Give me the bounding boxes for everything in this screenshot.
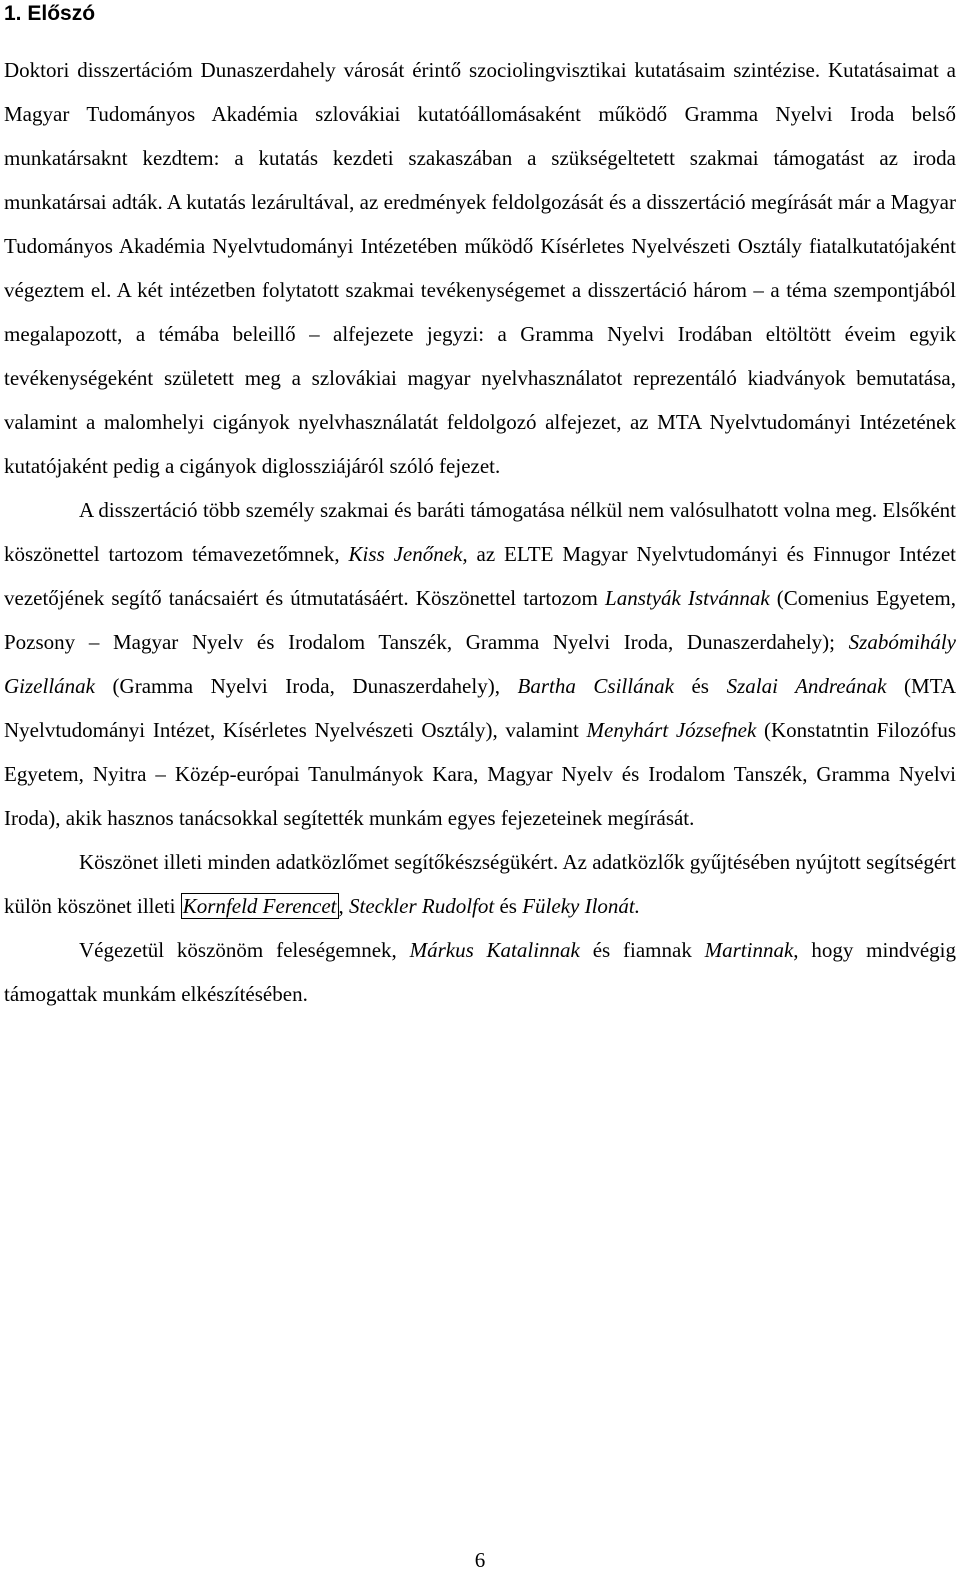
section-heading: 1. Előszó bbox=[4, 2, 96, 25]
person-name-boxed: Kornfeld Ferencet bbox=[182, 894, 337, 918]
text-run: Köszönet illeti minden adatközlőmet segítőkészségükért. Az adatközlők gyűjtésében nyújtott segítségért külön köszönet illeti bbox=[4, 850, 956, 918]
person-name: Füleky Ilonát. bbox=[522, 894, 641, 918]
paragraph-acknowledgements bbox=[4, 488, 956, 840]
text-run: (Konstatntin Filozófus Egyetem, Nyitra – Közép-európai Tanulmányok Kara, Magyar Nyelv és Irodalom Tanszék, Gramma Nyelvi Iroda), akik hasznos tanácsokkal segítették munkám egyes fejezeteinek megírását. bbox=[4, 718, 957, 830]
text-run: A disszertáció több személy szakmai és baráti támogatása nélkül nem valósulhatott volna meg. Elsőként köszönettel tartozom témavezetőmnek, bbox=[4, 498, 956, 566]
text-run: Végezetül köszönöm feleségemnek, bbox=[79, 938, 410, 962]
paragraph-informants bbox=[4, 840, 956, 928]
person-name: Lanstyák Istvánnak bbox=[605, 586, 770, 610]
paragraph-family bbox=[4, 928, 956, 1016]
text-run: és bbox=[673, 674, 727, 698]
person-name: Menyhárt Józsefnek bbox=[586, 718, 757, 742]
person-name: Martinnak bbox=[704, 938, 794, 962]
person-name: Kiss Jenőnek, bbox=[348, 542, 468, 566]
person-name: Szalai Andreának bbox=[726, 674, 887, 698]
person-name: Steckler Rudolfot bbox=[349, 894, 495, 918]
text-run: (MTA Nyelvtudományi Intézet, Kísérletes Nyelvészeti Osztály), valamint bbox=[4, 674, 957, 742]
person-name: Szabómihály Gizellának bbox=[4, 630, 956, 698]
text-run: , bbox=[338, 894, 349, 918]
person-name: Márkus Katalinnak bbox=[409, 938, 580, 962]
text-run: és bbox=[494, 894, 523, 918]
page-number: 6 bbox=[474, 1548, 486, 1572]
text-run: (Comenius Egyetem, Pozsony – Magyar Nyelv és Irodalom Tanszék, Gramma Nyelvi Iroda, Dunaszerdahely); bbox=[4, 586, 956, 654]
text-run: , hogy mindvégig támogattak munkám elkészítésében. bbox=[4, 938, 956, 1006]
text-run: (Gramma Nyelvi Iroda, Dunaszerdahely), bbox=[94, 674, 518, 698]
text-run: és fiamnak bbox=[579, 938, 705, 962]
document-page bbox=[4, 0, 956, 1016]
text-run: az ELTE Magyar Nyelvtudományi és Finnugor Intézet vezetőjének segítő tanácsaiért és útmutatásáért. Köszönettel tartozom bbox=[4, 542, 956, 610]
person-name: Bartha Csillának bbox=[517, 674, 674, 698]
paragraph-intro: Doktori disszertációm Dunaszerdahely városát érintő szociolingvisztikai kutatásaim szintézise. Kutatásaimat a Magyar Tudományos Akadémia szlovákiai kutatóállomásaként működő Gramma Nyelvi Iroda belső munkatársaknt kezdtem: a kutatás kezdeti szakaszában a szükségeltetett szakmai támogatást az iroda munkatársai adták. A kutatás lezárultával, az eredmények feldolgozását és a disszertáció megírását már a Magyar Tudományos Akadémia Nyelvtudományi Intézetében működő Kísérletes Nyelvészeti Osztály fiatalkutatójaként végeztem el. A két intézetben folytatott szakmai tevékenységemet a disszertáció három – a téma szempontjából megalapozott, a témába beleillő – alfejezete jegyzi: a Gramma Nyelvi Irodában eltöltött éveim egyik tevékenységeként született meg a szlovákiai magyar nyelvhasználatot reprezentáló kiadványok bemutatása, valamint a malomhelyi cigányok nyelvhasználatát feldolgozó alfejezet, az MTA Nyelvtudományi Intézetének kutatójaként pedig a cigányok diglossziájáról szóló fejezet. bbox=[4, 58, 956, 478]
